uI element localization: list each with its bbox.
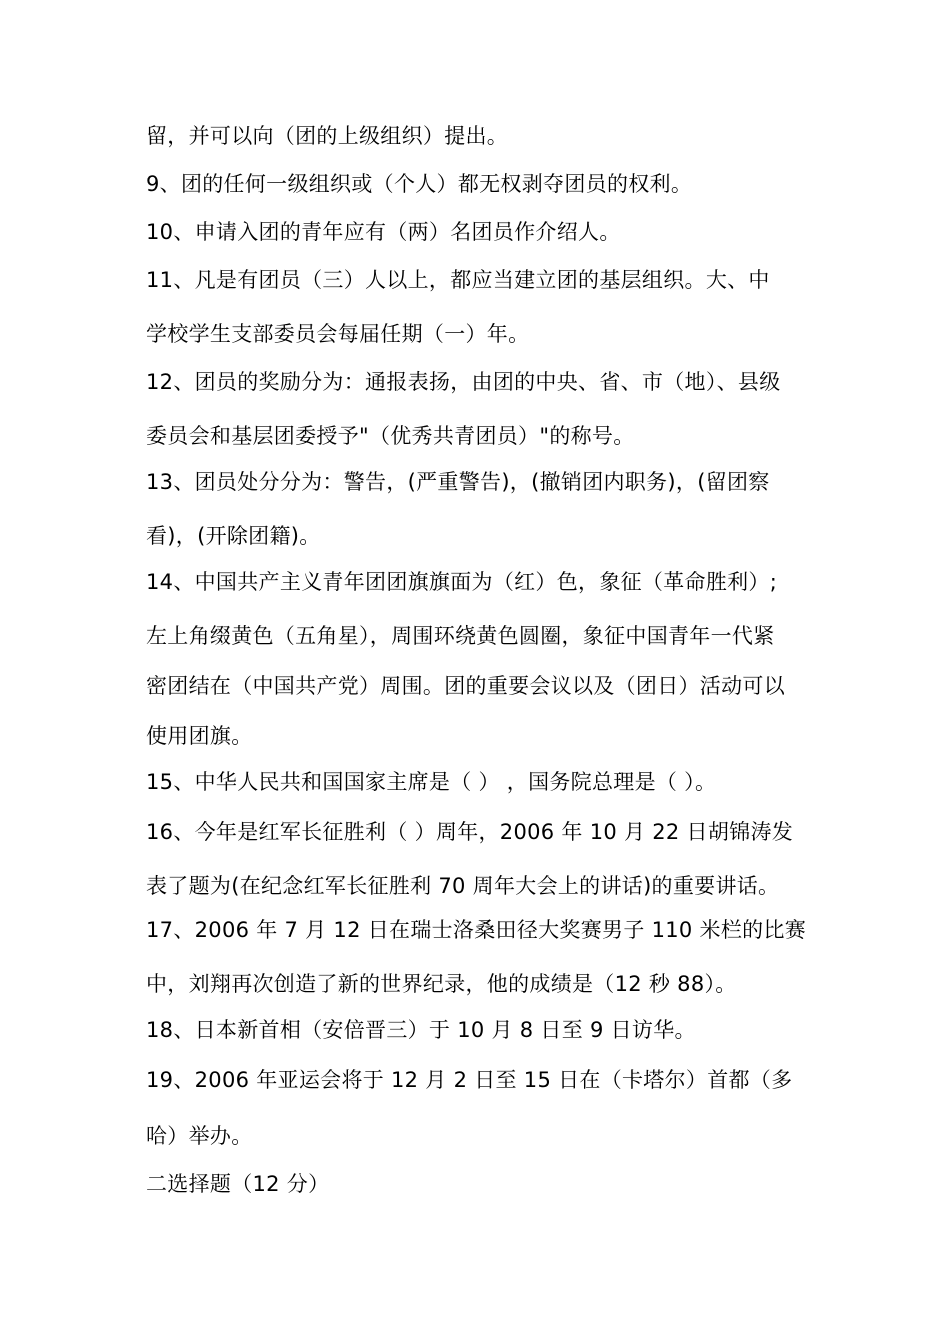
question-19: 19、2006 年亚运会将于 12 月 2 日至 15 日在（卡塔尔）首都（多 (146, 1068, 793, 1092)
text-line: 哈）举办。 (146, 1124, 253, 1148)
question-16: 16、今年是红军长征胜利（ ）周年，2006 年 10 月 22 日胡锦涛发 (146, 820, 794, 844)
question-12: 12、团员的奖励分为：通报表扬，由团的中央、省、市（地）、县级 (146, 370, 781, 394)
question-18: 18、日本新首相（安倍晋三）于 10 月 8 日至 9 日访华。 (146, 1018, 696, 1042)
text-line: 密团结在（中国共产党）周围。团的重要会议以及（团日）活动可以 (146, 674, 785, 698)
question-13: 13、团员处分分为：警告，(严重警告)，(撤销团内职务)，(留团察 (146, 470, 770, 494)
section-heading: 二选择题（12 分） (146, 1172, 330, 1196)
text-line: 学校学生支部委员会每届任期（一）年。 (146, 322, 530, 346)
question-15: 15、中华人民共和国国家主席是（ ） ，国务院总理是（ ）。 (146, 770, 717, 794)
question-14: 14、中国共产主义青年团团旗旗面为（红）色，象征（革命胜利）; (146, 570, 778, 594)
text-line: 使用团旗。 (146, 724, 253, 748)
text-line: 留，并可以向（团的上级组织）提出。 (146, 124, 509, 148)
question-9: 9、团的任何一级组织或（个人）都无权剥夺团员的权利。 (146, 172, 693, 196)
question-10: 10、申请入团的青年应有（两）名团员作介绍人。 (146, 220, 621, 244)
text-line: 看)，(开除团籍)。 (146, 524, 321, 548)
text-line: 表了题为(在纪念红军长征胜利 70 周年大会上的讲话)的重要讲话。 (146, 874, 780, 898)
text-line: 左上角缀黄色（五角星），周围环绕黄色圆圈，象征中国青年一代紧 (146, 624, 775, 648)
text-line: 委员会和基层团委授予"（优秀共青团员）"的称号。 (146, 424, 635, 448)
question-17: 17、2006 年 7 月 12 日在瑞士洛桑田径大奖赛男子 110 米栏的比赛 (146, 918, 807, 942)
question-11: 11、凡是有团员（三）人以上，都应当建立团的基层组织。大、中 (146, 268, 770, 292)
text-line: 中，刘翔再次创造了新的世界纪录，他的成绩是（12 秒 88）。 (146, 972, 737, 996)
